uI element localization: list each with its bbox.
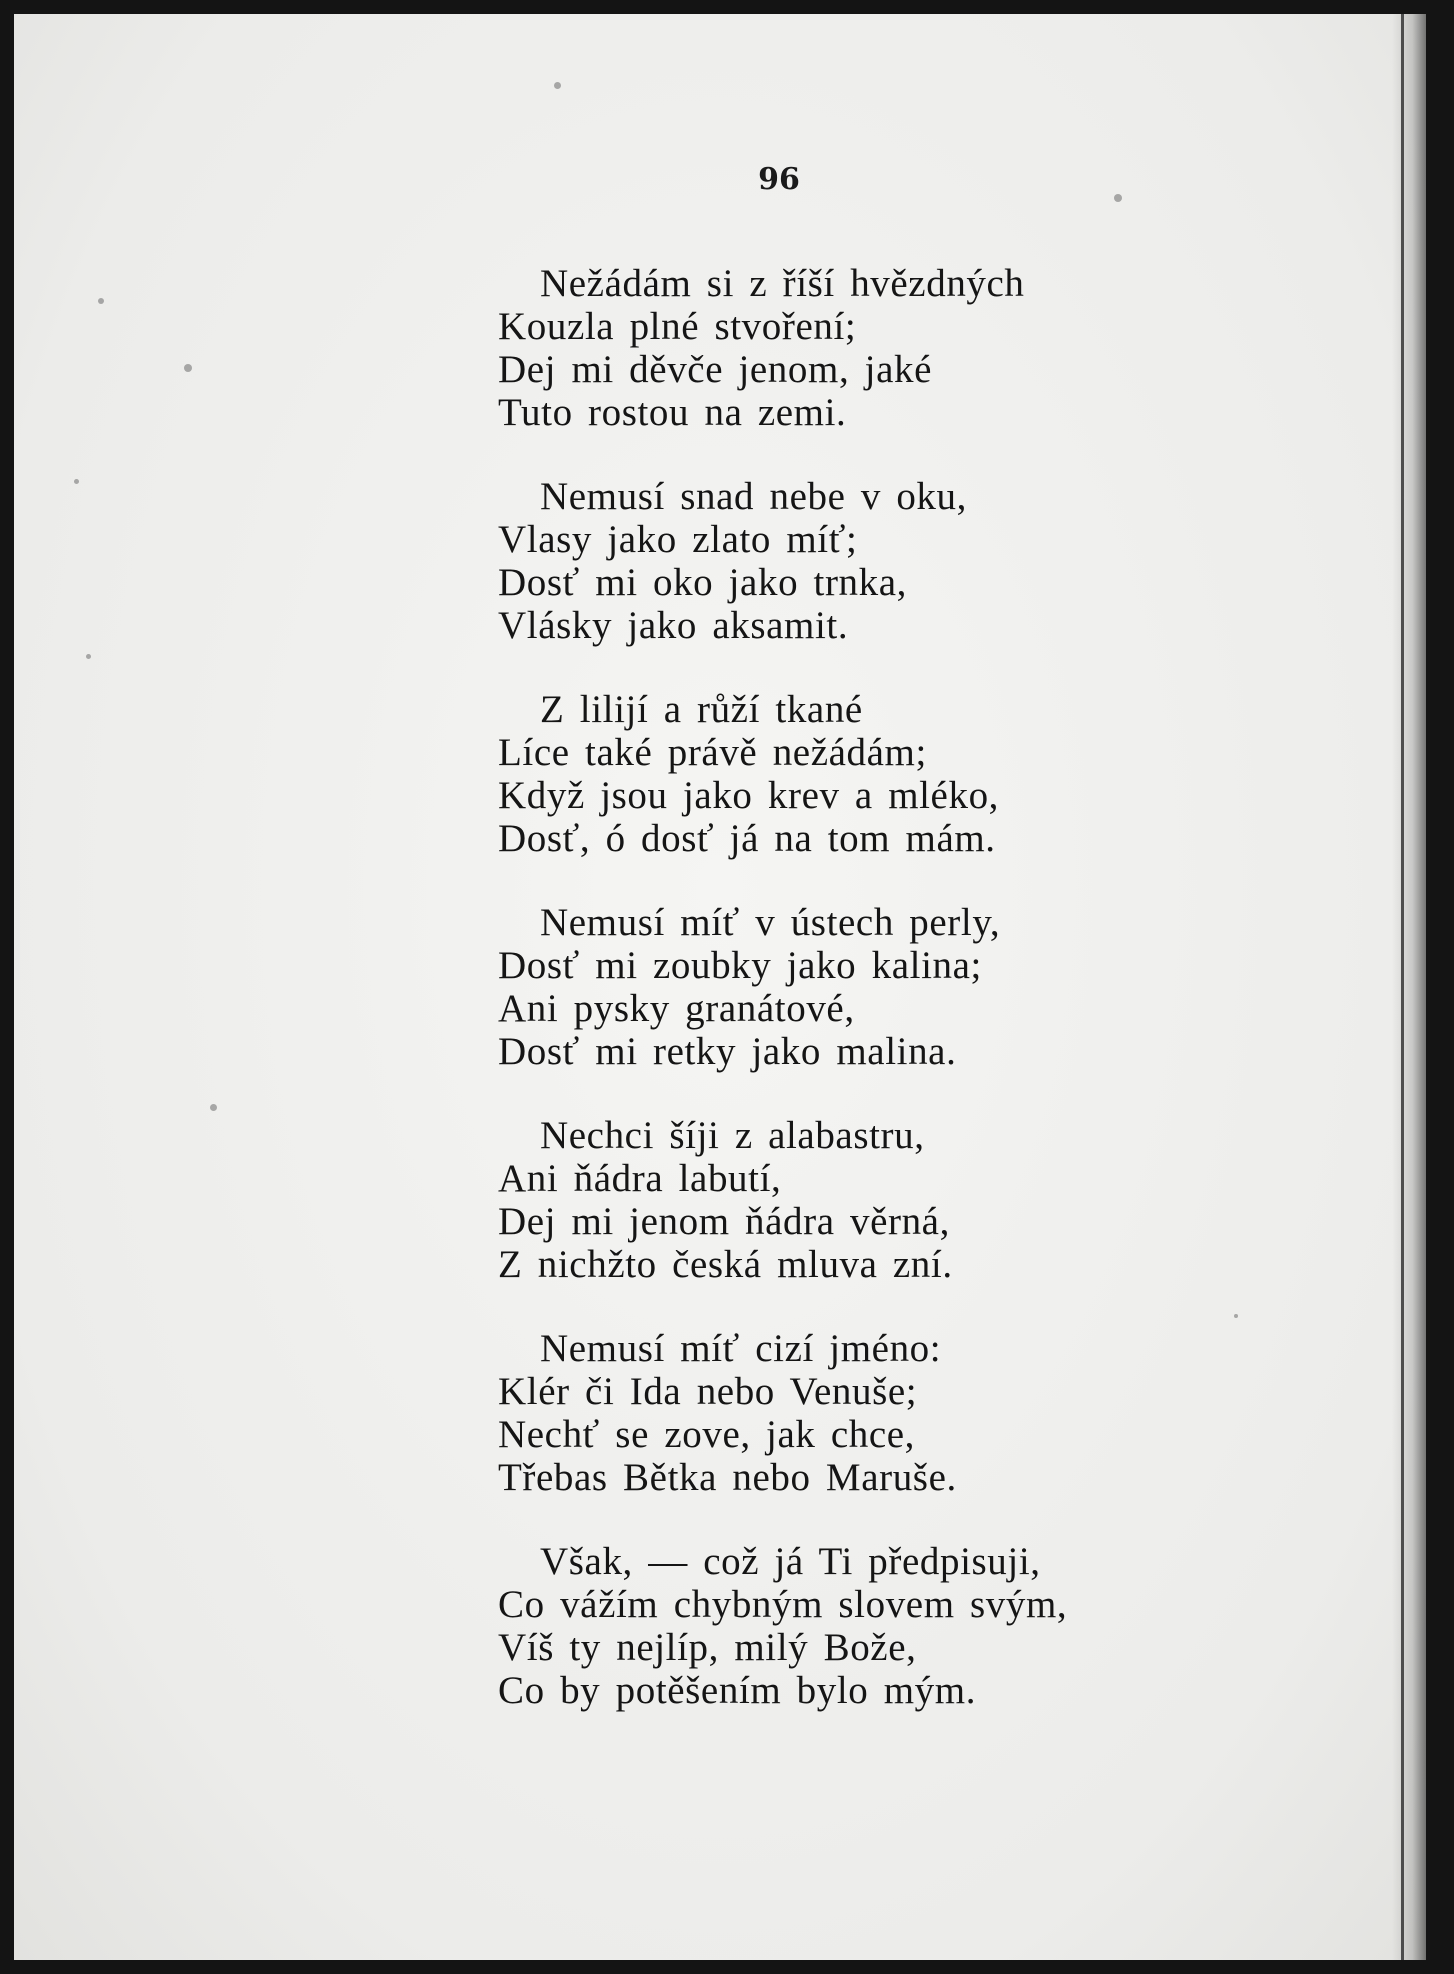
poem-line: Ani ňádra labutí,: [498, 1157, 782, 1200]
poem-line: Z lilijí a růží tkané: [540, 688, 863, 731]
poem-line: Kouzla plné stvoření;: [498, 305, 857, 348]
print-speck: [554, 82, 561, 89]
print-speck: [98, 298, 104, 304]
poem-line: Co vážím chybným slovem svým,: [498, 1583, 1068, 1626]
poem-line: Nemusí míť v ústech perly,: [540, 901, 1001, 944]
stanza: [498, 1327, 1067, 1499]
poem-line: Když jsou jako krev a mléko,: [498, 774, 1000, 817]
poem-line: Dosť, ó dosť já na tom mám.: [498, 817, 996, 860]
stanza: [498, 1114, 1067, 1286]
page-number: 96: [758, 162, 800, 197]
poem-line: Vlasy jako zlato míť;: [498, 518, 858, 561]
poem-line: Z nichžto česká mluva zní.: [498, 1243, 953, 1286]
page-edge-line: [1401, 14, 1404, 1960]
poem-line: Dosť mi oko jako trnka,: [498, 561, 908, 604]
print-speck: [86, 654, 91, 659]
stanza: [498, 1540, 1067, 1712]
poem-line: Dej mi děvče jenom, jaké: [498, 348, 932, 391]
poem-line: Nechci šíji z alabastru,: [540, 1114, 925, 1157]
poem-line: Dosť mi zoubky jako kalina;: [498, 944, 982, 987]
poem-line: Líce také právě nežádám;: [498, 731, 927, 774]
poem-line: Víš ty nejlíp, milý Bože,: [498, 1626, 917, 1669]
poem-line: Dej mi jenom ňádra věrná,: [498, 1200, 950, 1243]
page-gutter-shadow: [1392, 14, 1426, 1960]
poem-line: Ani pysky granátové,: [498, 987, 855, 1030]
poem-line: Nechť se zove, jak chce,: [498, 1413, 916, 1456]
poem-line: Klér či Ida nebo Venuše;: [498, 1370, 918, 1413]
poem-line: Nemusí snad nebe v oku,: [540, 475, 967, 518]
stanza: [498, 262, 1067, 434]
poem-line: Třebas Bětka nebo Maruše.: [498, 1456, 957, 1499]
print-speck: [1234, 1314, 1238, 1318]
stanza: [498, 475, 1067, 647]
print-speck: [74, 479, 79, 484]
poem-line: Dosť mi retky jako malina.: [498, 1030, 957, 1073]
print-speck: [210, 1104, 217, 1111]
stanza: [498, 901, 1067, 1073]
poem: [498, 262, 1067, 1753]
stanza: [498, 688, 1067, 860]
poem-line: Tuto rostou na zemi.: [498, 391, 847, 434]
poem-line: Vlásky jako aksamit.: [498, 604, 849, 647]
poem-line: Nežádám si z říší hvězdných: [540, 262, 1025, 305]
print-speck: [184, 364, 192, 372]
poem-line: Co by potěšením bylo mým.: [498, 1669, 977, 1712]
poem-line: Nemusí míť cizí jméno:: [540, 1327, 942, 1370]
poem-line: Však, — což já Ti předpisuji,: [540, 1540, 1041, 1583]
